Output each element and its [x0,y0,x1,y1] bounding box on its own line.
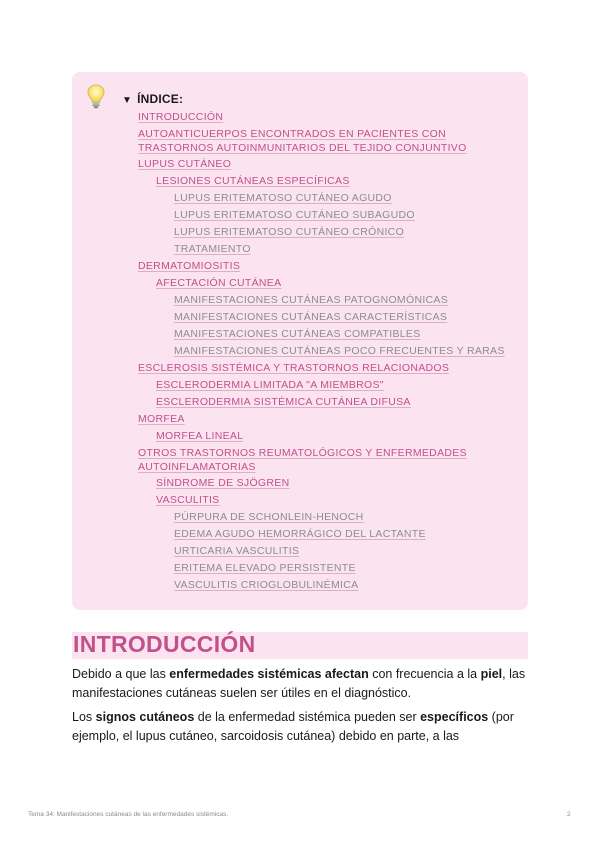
index-heading-label: ÍNDICE: [137,92,184,106]
index-heading[interactable] [122,92,183,106]
index-link[interactable]: MORFEA LINEAL [156,430,244,442]
index-link[interactable]: AFECTACIÓN CUTÁNEA [156,277,282,289]
index-callout [72,72,528,610]
toggle-triangle-icon[interactable]: ▼ [122,95,133,106]
section-title: INTRODUCCIÓN [73,631,256,657]
index-link[interactable]: MANIFESTACIONES CUTÁNEAS CARACTERÍSTICAS [174,311,448,323]
index-link[interactable]: AUTOANTICUERPOS ENCONTRADOS EN PACIENTES CON TRASTORNOS AUTOINMUNITARIOS DEL TEJIDO CONJUNTIVO [138,128,467,154]
index-link[interactable]: ERITEMA ELEVADO PERSISTENTE [174,562,356,574]
index-link[interactable]: MANIFESTACIONES CUTÁNEAS PATOGNOMÓNICAS [174,294,449,306]
paragraph-1: Debido a que las enfermedades sistémicas afectan con frecuencia a la piel, las manifestaciones cutáneas suelen ser útiles en el diagnóstico. [72,667,526,700]
index-link[interactable]: LUPUS ERITEMATOSO CUTÁNEO SUBAGUDO [174,209,415,221]
index-link[interactable]: VASCULITIS CRIOGLOBULINÉMICA [174,579,359,591]
index-link[interactable]: DERMATOMIOSITIS [138,260,241,272]
index-link[interactable]: ESCLERODERMIA SISTÉMICA CUTÁNEA DIFUSA [156,396,411,408]
footer-title: Tema 34: Manifestaciones cutáneas de las enfermedades sistémicas. [28,811,229,818]
index-link[interactable]: LUPUS ERITEMATOSO CUTÁNEO AGUDO [174,192,392,204]
index-link[interactable]: MANIFESTACIONES CUTÁNEAS POCO FRECUENTES Y RARAS [174,345,505,357]
index-link[interactable]: INTRODUCCIÓN [138,111,224,123]
index-link[interactable]: LESIONES CUTÁNEAS ESPECÍFICAS [156,175,350,187]
index-link[interactable]: ESCLERODERMIA LIMITADA "A MIEMBROS" [156,379,384,391]
footer-page-number: 2 [567,811,571,818]
index-link[interactable]: OTROS TRASTORNOS REUMATOLÓGICOS Y ENFERMEDADES AUTOINFLAMATORIAS [138,447,467,473]
lightbulb-icon [86,84,106,110]
index-link[interactable]: TRATAMIENTO [174,243,251,255]
index-link[interactable]: SÍNDROME DE SJÖGREN [156,477,290,489]
index-link[interactable]: LUPUS ERITEMATOSO CUTÁNEO CRÓNICO [174,226,405,238]
index-link[interactable]: MORFEA [138,413,185,425]
index-link[interactable]: LUPUS CUTÁNEO [138,158,232,170]
index-link[interactable]: MANIFESTACIONES CUTÁNEAS COMPATIBLES [174,328,421,340]
index-link[interactable]: ESCLEROSIS SISTÉMICA Y TRASTORNOS RELACIONADOS [138,362,450,374]
index-link[interactable]: URTICARIA VASCULITIS [174,545,300,557]
index-link[interactable]: VASCULITIS [156,494,220,506]
index-link[interactable]: EDEMA AGUDO HEMORRÁGICO DEL LACTANTE [174,528,426,540]
index-link[interactable]: PÚRPURA DE SCHONLEIN-HENOCH [174,511,364,523]
paragraph-2: Los signos cutáneos de la enfermedad sistémica pueden ser específicos (por ejemplo, el lupus cutáneo, sarcoidosis cutánea) debido en parte, a las [72,710,514,743]
